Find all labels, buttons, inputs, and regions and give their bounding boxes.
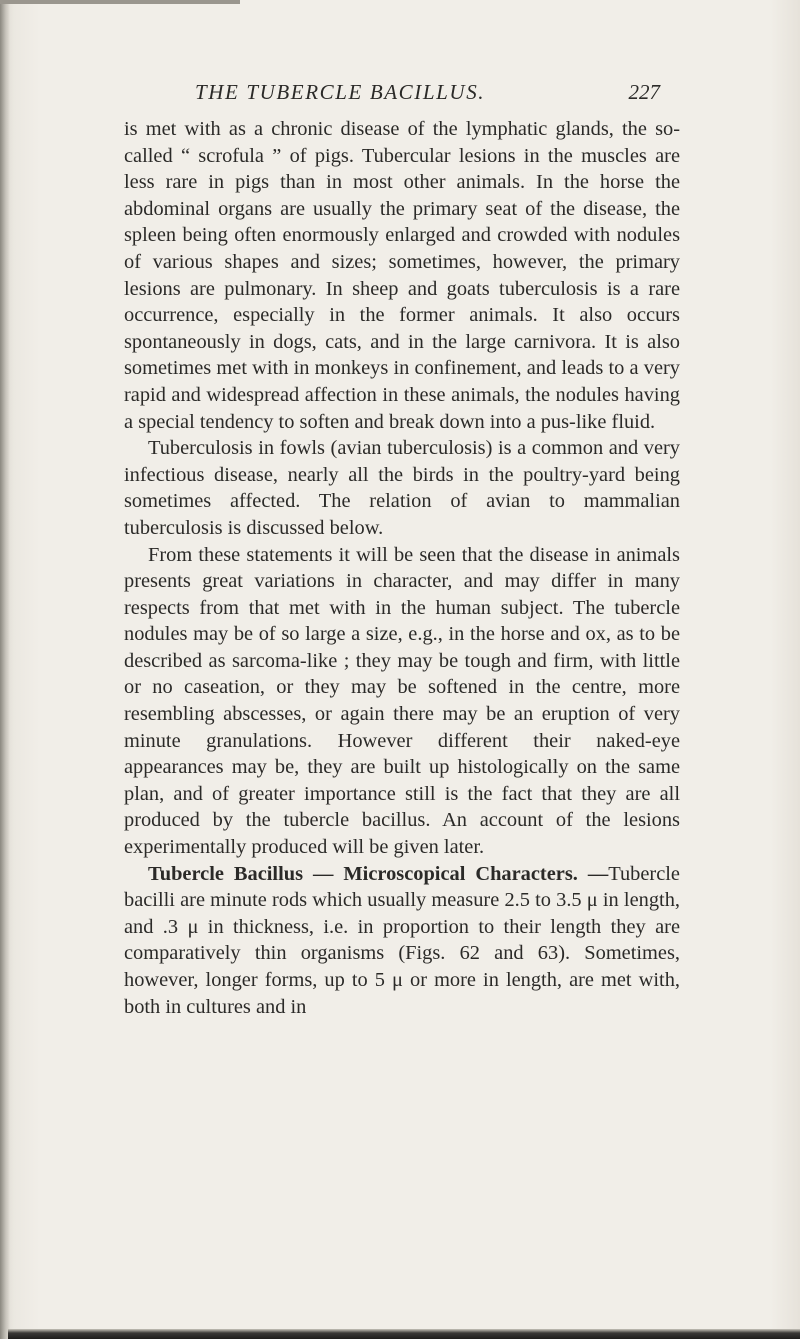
paragraph-4 <box>124 861 680 1021</box>
page-top-edge <box>0 0 240 4</box>
paragraph-3: From these statements it will be seen that the disease in animals presents great variations in character, and may differ in many respects from that met with in the human subject. The tubercle nodules may be of so large a size, e.g., in the horse and ox, as to be described as sarcoma-like ; they may be tough and firm, with little or no caseation, or they may be softened in the centre, more resembling abscesses, or again there may be an eruption of very minute granulations. However different their naked-eye appearances may be, they are built up histologically on the same plan, and of greater importance still is the fact that they are all produced by the tubercle bacillus. An account of the lesions experimentally produced will be given later. <box>124 543 680 859</box>
page-number: 227 <box>628 80 660 104</box>
paragraph-4-text: Tubercle bacilli are minute rods which usually measure 2.5 to 3.5 μ in length, and .3 μ in thickness, i.e. in proportion to their length they are comparatively thin organisms (Figs. 62 and 63). Sometimes, however, longer forms, up to 5 μ or more in length, are met with, both in cultures and in <box>124 862 680 1018</box>
page-bottom-edge <box>8 1329 800 1339</box>
paragraph-1: is met with as a chronic disease of the lymphatic glands, the so-called “ scrofula ” of pigs. Tubercular lesions in the muscles are less rare in pigs than in most other animals. In the horse the abdominal organs are usually the primary seat of the disease, the spleen being often enormously enlarged and crowded with nodules of various shapes and sizes; sometimes, however, the primary lesions are pulmonary. In sheep and goats tuberculosis is a rare occurrence, especially in the former animals. It also occurs spontaneously in dogs, cats, and in the large carnivora. It is also sometimes met with in monkeys in confinement, and leads to a very rapid and widespread affection in these animals, the nodules having a special tendency to soften and break down into a pus-like fluid. <box>124 118 680 433</box>
body-text <box>124 116 680 1020</box>
section-heading: Tubercle Bacillus — Microscopical Characters. — <box>148 862 609 885</box>
binding-shadow <box>0 0 10 1339</box>
running-title: THE TUBERCLE BACILLUS. <box>195 80 486 104</box>
paragraph-2: Tuberculosis in fowls (avian tuberculosis) is a common and very infectious disease, nearly all the birds in the poultry-yard being sometimes affected. The relation of avian to mammalian tuberculosis is discussed below. <box>124 437 680 539</box>
running-header <box>150 80 660 110</box>
